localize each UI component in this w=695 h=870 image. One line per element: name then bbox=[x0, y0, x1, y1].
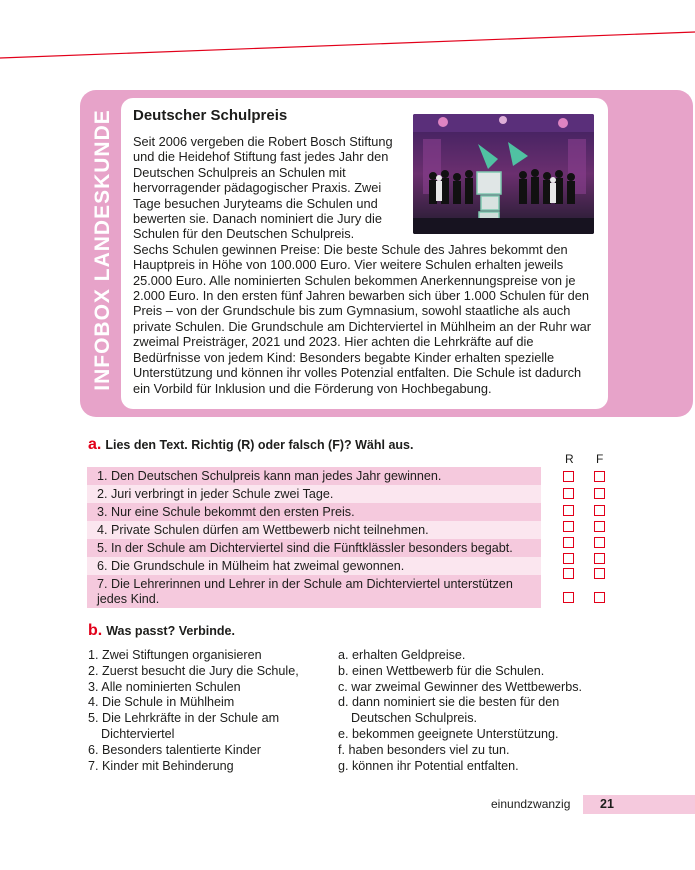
statement-row-1 bbox=[87, 467, 541, 485]
match-right-item: e. bekommen geeignete Unterstützung. bbox=[338, 726, 559, 741]
checkbox-f-7[interactable] bbox=[594, 592, 605, 603]
infobox-label: INFOBOX LANDESKUNDE bbox=[91, 109, 114, 391]
match-left-item: 1. Zwei Stiftungen organisieren bbox=[88, 648, 262, 662]
checkbox-r-6[interactable] bbox=[563, 553, 574, 564]
statement-number: 3. bbox=[97, 504, 108, 519]
exercise-a-letter: a. bbox=[88, 436, 102, 453]
statement-row-6 bbox=[87, 557, 541, 575]
statement-number: 2. bbox=[97, 486, 108, 501]
infobox-title: Deutscher Schulpreis bbox=[133, 107, 288, 124]
statement-number: 1. bbox=[97, 468, 108, 483]
statement-row-5 bbox=[87, 539, 541, 557]
statement-text: Die Lehrerinnen und Lehrer in der Schule am Dichterviertel unterstützen jedes Kind. bbox=[97, 576, 513, 606]
statement-text: Private Schulen dürfen am Wettbewerb nicht teilnehmen. bbox=[111, 522, 429, 537]
statement-text: In der Schule am Dichterviertel sind die Fünftklässler besonders begabt. bbox=[111, 540, 513, 555]
match-right-item: a. erhalten Geldpreise. bbox=[338, 648, 466, 662]
exercise-a-instruction: Lies den Text. Richtig (R) oder falsch (F)? Wähl aus. bbox=[105, 438, 414, 452]
match-left-item: 4. Die Schule in Mühlheim bbox=[88, 695, 235, 710]
match-right-item: g. können ihr Potential entfalten. bbox=[338, 758, 519, 773]
match-left-item: 3. Alle nominierten Schulen bbox=[88, 679, 241, 694]
column-header-f: F bbox=[596, 452, 604, 466]
checkbox-r-4[interactable] bbox=[563, 521, 574, 532]
photo-spacer bbox=[393, 134, 598, 234]
statement-row-3 bbox=[87, 503, 541, 521]
statement-number: 4. bbox=[97, 522, 108, 537]
checkbox-f-6[interactable] bbox=[594, 553, 605, 564]
checkbox-f-1[interactable] bbox=[594, 471, 605, 482]
infobox-text-block bbox=[133, 134, 598, 396]
match-right-item: c. war zweimal Gewinner des Wettbewerbs. bbox=[338, 679, 583, 694]
statement-number: 7. bbox=[97, 576, 108, 591]
match-right-item: b. einen Wettbewerb für die Schulen. bbox=[338, 663, 545, 678]
page-number: 21 bbox=[600, 797, 614, 811]
match-left-item: 5. Die Lehrkräfte in der Schule am Dichterviertel bbox=[88, 711, 280, 741]
statement-row-7 bbox=[87, 575, 541, 608]
match-list-right bbox=[338, 648, 628, 774]
checkbox-r-6b[interactable] bbox=[563, 568, 574, 579]
match-left-item: 7. Kinder mit Behinderung bbox=[88, 758, 234, 773]
statement-row-4 bbox=[87, 521, 541, 539]
statement-table bbox=[87, 467, 541, 608]
checkbox-f-6b[interactable] bbox=[594, 568, 605, 579]
match-left-item: 2. Zuerst besucht die Jury die Schule, bbox=[88, 663, 299, 678]
match-right-item: d. dann nominiert sie die besten für den Deutschen Schulpreis. bbox=[338, 695, 560, 726]
exercise-b-instruction: Was passt? Verbinde. bbox=[106, 624, 235, 638]
statement-number: 5. bbox=[97, 540, 108, 555]
statement-text: Nur eine Schule bekommt den ersten Preis. bbox=[111, 504, 355, 519]
statement-number: 6. bbox=[97, 558, 108, 573]
checkbox-r-3[interactable] bbox=[563, 505, 574, 516]
checkbox-f-4[interactable] bbox=[594, 521, 605, 532]
checkbox-f-2[interactable] bbox=[594, 488, 605, 499]
exercise-b-letter: b. bbox=[88, 622, 103, 639]
checkbox-r-1[interactable] bbox=[563, 471, 574, 482]
page-number-word: einundzwanzig bbox=[491, 797, 571, 811]
infobox-body-text: Seit 2006 vergeben die Robert Bosch Stiftung und die Heidehof Stiftung fast jedes Jahr den Deutschen Schulpreis an Schulen mit hervorragender pädagogischer Praxis. Zwei Tage besuchen Juryteams die Schulen und bewerten sie. Danach nominiert die Jury die Schulen für den Deutschen Schulpreis. Sechs Schulen gewinnen Preise: Die beste Schule des Jahres bekommt den Hauptpreis in Höhe von 100.000 Euro. Vier weitere Schulen erhalten jeweils 25.000 Euro. Alle nominierten Schulen bekommen Anerkennungspreise von je 2.000 Euro. In den ersten fünf Jahren bewarben sich über 1.000 Schulen für den Preis – von der Grundschule bis zum Gymnasium, sowohl staatliche als auch private Schulen. Die Grundschule am Dichterviertel in Mühlheim an der Ruhr war zweimal Preisträger, 2021 und 2023. Hier achten die Lehrkräfte auf die Bedürfnisse von jedem Kind: Besonders begabte Kinder erhalten spezielle Unterstützung und können ihr volles Potenzial entfalten. Die Schule ist dadurch ein Vorbild für Inklusion und die Förderung von Hochbegabung. bbox=[133, 134, 592, 396]
checkbox-r-7[interactable] bbox=[563, 592, 574, 603]
exercise-b-heading bbox=[88, 622, 235, 640]
statement-text: Die Grundschule in Mülheim hat zweimal gewonnen. bbox=[111, 558, 405, 573]
statement-text: Juri verbringt in jeder Schule zwei Tage. bbox=[111, 486, 334, 501]
statement-text: Den Deutschen Schulpreis kann man jedes Jahr gewinnen. bbox=[111, 468, 442, 483]
column-header-r: R bbox=[565, 452, 574, 466]
checkbox-f-3[interactable] bbox=[594, 505, 605, 516]
infobox-label-container bbox=[85, 100, 121, 400]
statement-row-2 bbox=[87, 485, 541, 503]
checkbox-f-5[interactable] bbox=[594, 537, 605, 548]
checkbox-r-2[interactable] bbox=[563, 488, 574, 499]
match-left-item: 6. Besonders talentierte Kinder bbox=[88, 742, 261, 757]
match-right-item: f. haben besonders viel zu tun. bbox=[338, 742, 510, 757]
header-red-line bbox=[0, 0, 695, 70]
exercise-a-heading bbox=[88, 436, 413, 454]
match-list-left bbox=[88, 648, 328, 774]
checkbox-r-5[interactable] bbox=[563, 537, 574, 548]
